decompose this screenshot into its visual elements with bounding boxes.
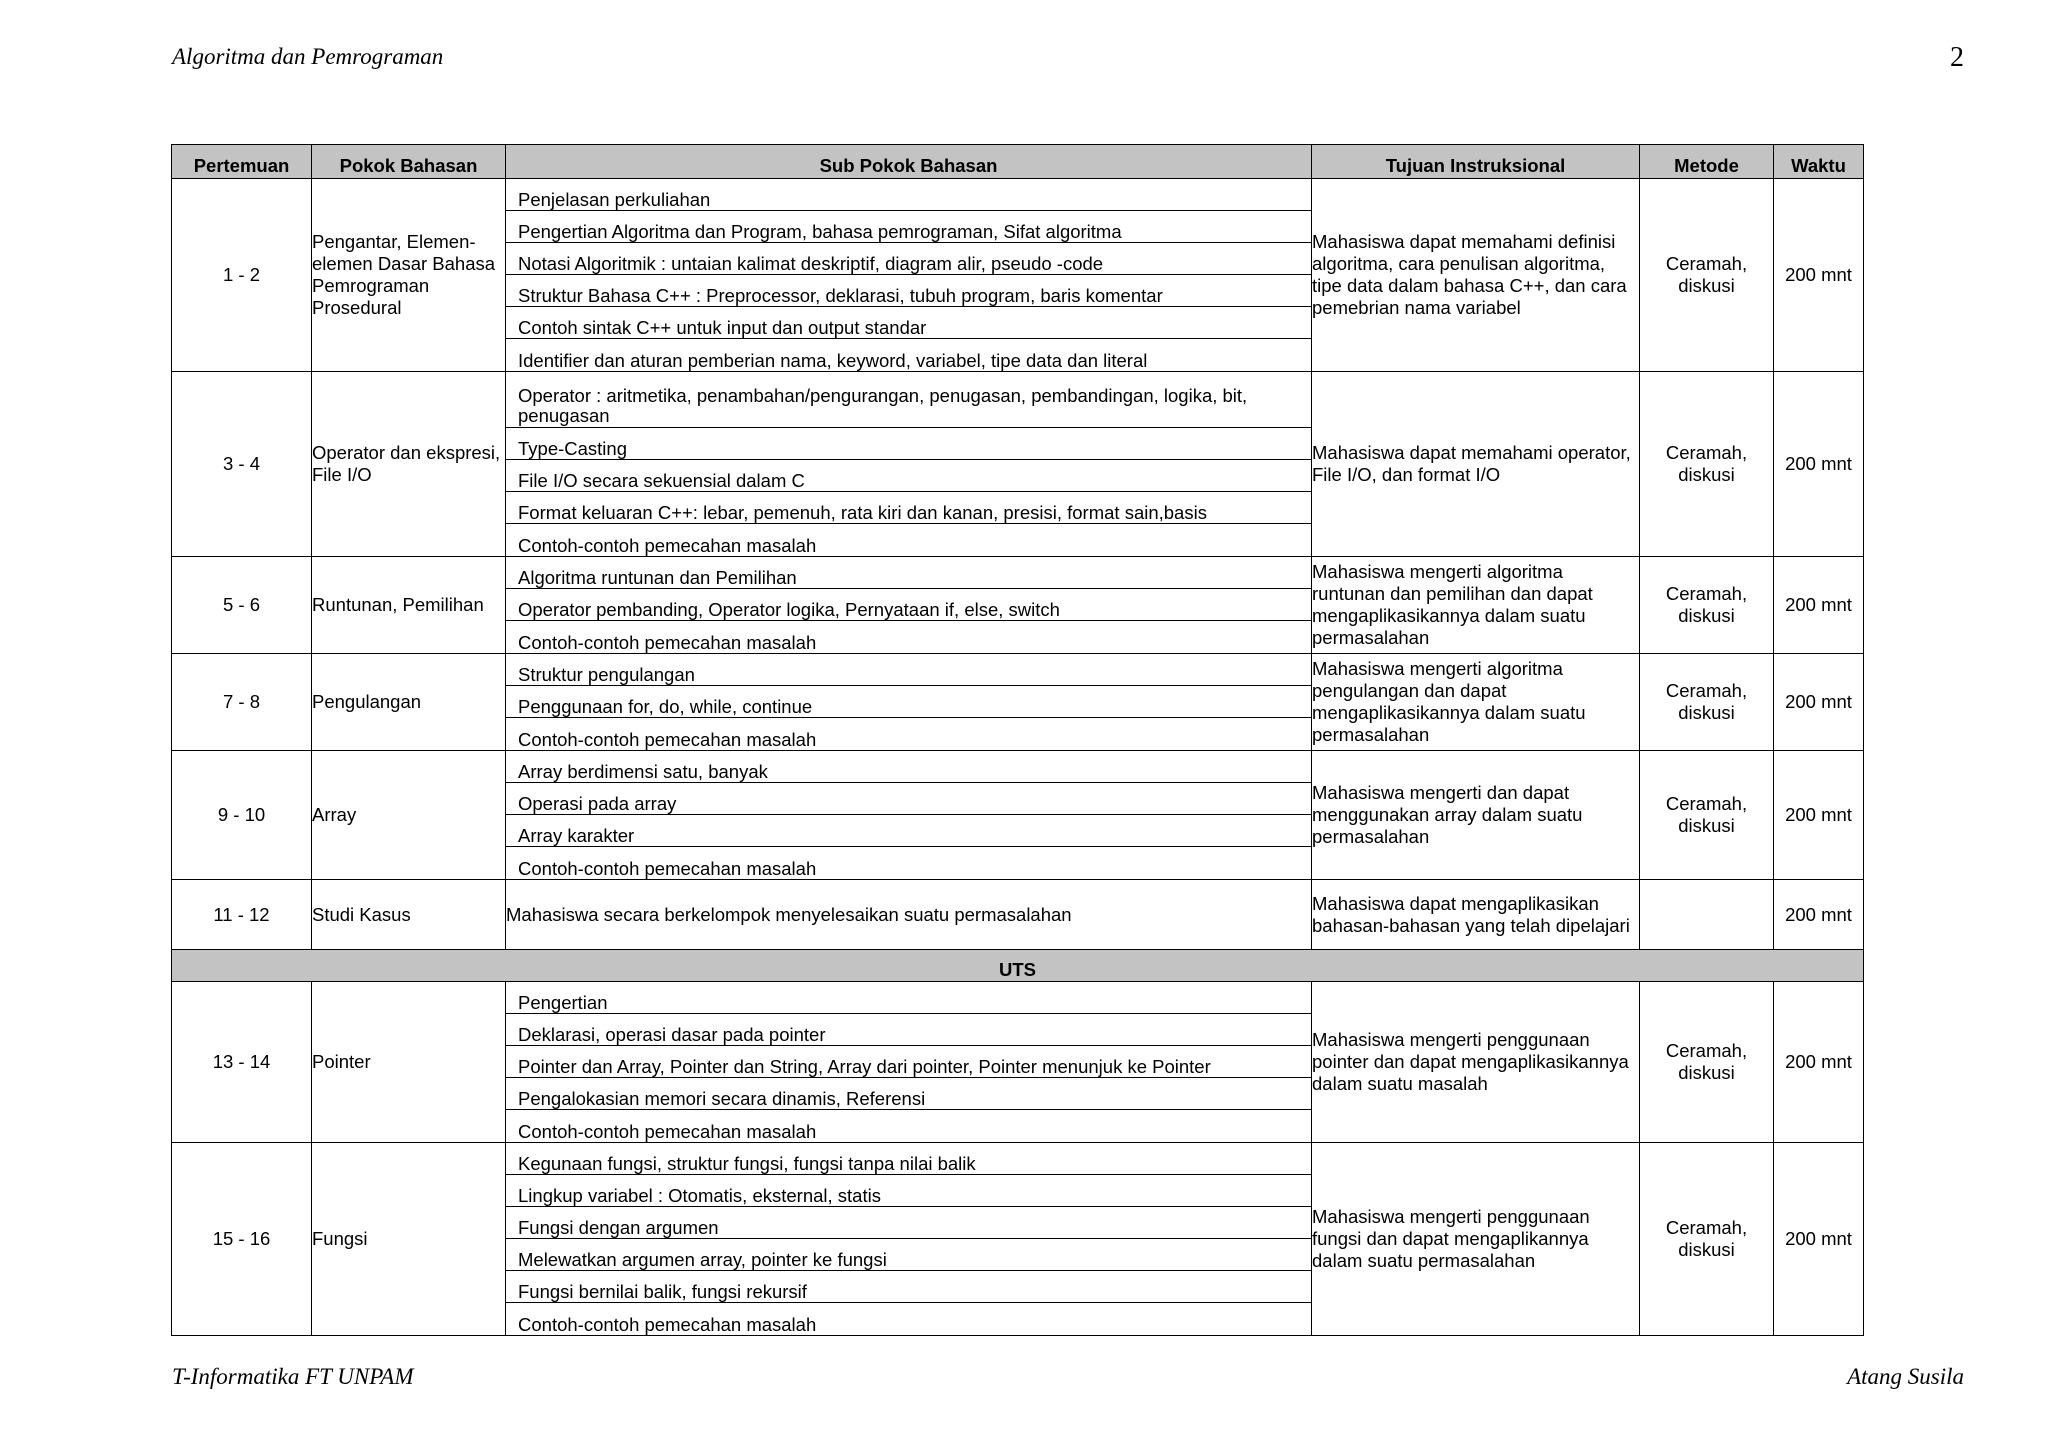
sub-item: Lingkup variabel : Otomatis, eksternal, statis	[506, 1175, 1311, 1207]
sub-item: Kegunaan fungsi, struktur fungsi, fungsi tanpa nilai balik	[506, 1143, 1311, 1175]
tujuan-cell: Mahasiswa dapat memahami definisi algoritma, cara penulisan algoritma, tipe data dalam bahasa C++, dan cara pemebrian nama variabel	[1312, 179, 1640, 372]
sub-item: Melewatkan argumen array, pointer ke fungsi	[506, 1239, 1311, 1271]
pertemuan-cell: 7 - 8	[172, 654, 312, 751]
col-header-pokok-bahasan: Pokok Bahasan	[312, 145, 506, 179]
sub-item: Pointer dan Array, Pointer dan String, Array dari pointer, Pointer menunjuk ke Pointer	[506, 1046, 1311, 1078]
sub-item: Contoh-contoh pemecahan masalah	[518, 858, 817, 879]
tujuan-cell: Mahasiswa dapat memahami operator, File I/O, dan format I/O	[1312, 372, 1640, 557]
waktu-cell: 200 mnt	[1774, 557, 1864, 654]
uts-separator-row	[172, 950, 1864, 982]
tujuan-cell: Mahasiswa mengerti dan dapat menggunakan array dalam suatu permasalahan	[1312, 751, 1640, 880]
sub-item: Pengalokasian memori secara dinamis, Referensi	[506, 1078, 1311, 1110]
tujuan-cell: Mahasiswa mengerti penggunaan pointer dan dapat mengaplikasikannya dalam suatu masalah	[1312, 982, 1640, 1143]
sub-item: Struktur Bahasa C++ : Preprocessor, deklarasi, tubuh program, baris komentar	[506, 275, 1311, 307]
sub-item: Contoh sintak C++ untuk input dan output standar	[506, 307, 1311, 339]
metode-cell: Ceramah, diskusi	[1640, 654, 1774, 751]
sub-item: Operator : aritmetika, penambahan/pengurangan, penugasan, pembandingan, logika, bit, penugasan	[506, 372, 1311, 428]
sub-item: Fungsi dengan argumen	[506, 1207, 1311, 1239]
pokok-bahasan-cell: Fungsi	[312, 1143, 506, 1336]
waktu-cell: 200 mnt	[1774, 751, 1864, 880]
pokok-bahasan-cell: Studi Kasus	[312, 880, 506, 950]
waktu-cell: 200 mnt	[1774, 179, 1864, 372]
metode-cell: Ceramah, diskusi	[1640, 751, 1774, 880]
metode-cell: Ceramah, diskusi	[1640, 557, 1774, 654]
pokok-bahasan-cell: Runtunan, Pemilihan	[312, 557, 506, 654]
waktu-cell: 200 mnt	[1774, 880, 1864, 950]
sub-pokok-cell	[506, 751, 1312, 880]
sub-pokok-cell	[506, 654, 1312, 751]
pertemuan-cell: 13 - 14	[172, 982, 312, 1143]
tujuan-cell: Mahasiswa dapat mengaplikasikan bahasan-bahasan yang telah dipelajari	[1312, 880, 1640, 950]
pokok-bahasan-cell: Pengulangan	[312, 654, 506, 751]
sub-item: Penggunaan for, do, while, continue	[506, 686, 1311, 718]
sub-item: Contoh-contoh pemecahan masalah	[518, 535, 817, 556]
sub-pokok-cell: Mahasiswa secara berkelompok menyelesaikan suatu permasalahan	[506, 880, 1312, 950]
footer-left: T-Informatika FT UNPAM	[172, 1364, 414, 1389]
sub-item: Contoh-contoh pemecahan masalah	[518, 1314, 817, 1335]
table-row	[172, 179, 1864, 372]
sub-item: Type-Casting	[506, 428, 1311, 460]
col-header-waktu: Waktu	[1774, 145, 1864, 179]
tujuan-cell: Mahasiswa mengerti penggunaan fungsi dan dapat mengaplikannya dalam suatu permasalahan	[1312, 1143, 1640, 1336]
pertemuan-cell: 1 - 2	[172, 179, 312, 372]
table-row	[172, 880, 1864, 950]
sub-item: Format keluaran C++: lebar, pemenuh, rata kiri dan kanan, presisi, format sain,basis	[506, 492, 1311, 524]
sub-item: Identifier dan aturan pemberian nama, keyword, variabel, tipe data dan literal	[518, 350, 1148, 371]
header-title: Algoritma dan Pemrograman	[172, 44, 444, 69]
table-row	[172, 654, 1864, 751]
pokok-bahasan-cell: Array	[312, 751, 506, 880]
metode-cell: Ceramah, diskusi	[1640, 372, 1774, 557]
sub-item: Pengertian	[506, 982, 1311, 1014]
sub-pokok-cell	[506, 1143, 1312, 1336]
table-header-row	[172, 145, 1864, 179]
tujuan-cell: Mahasiswa mengerti algoritma runtunan dan pemilihan dan dapat mengaplikasikannya dalam suatu permasalahan	[1312, 557, 1640, 654]
table-row	[172, 751, 1864, 880]
sub-pokok-cell	[506, 557, 1312, 654]
col-header-sub-pokok-bahasan: Sub Pokok Bahasan	[506, 145, 1312, 179]
sub-pokok-cell	[506, 982, 1312, 1143]
pokok-bahasan-cell: Pengantar, Elemen-elemen Dasar Bahasa Pemrograman Prosedural	[312, 179, 506, 372]
sub-item: Contoh-contoh pemecahan masalah	[518, 1121, 817, 1142]
col-header-metode: Metode	[1640, 145, 1774, 179]
sub-item: Deklarasi, operasi dasar pada pointer	[506, 1014, 1311, 1046]
footer-right: Atang Susila	[1847, 1364, 1964, 1389]
sub-item: Contoh-contoh pemecahan masalah	[518, 729, 817, 750]
pokok-bahasan-cell: Operator dan ekspresi, File I/O	[312, 372, 506, 557]
sub-item: Fungsi bernilai balik, fungsi rekursif	[506, 1271, 1311, 1303]
sub-item: File I/O secara sekuensial dalam C	[506, 460, 1311, 492]
col-header-pertemuan: Pertemuan	[172, 145, 312, 179]
sub-item: Penjelasan perkuliahan	[506, 179, 1311, 211]
pertemuan-cell: 11 - 12	[172, 880, 312, 950]
pertemuan-cell: 3 - 4	[172, 372, 312, 557]
sub-item: Array berdimensi satu, banyak	[506, 751, 1311, 783]
pertemuan-cell: 9 - 10	[172, 751, 312, 880]
table-row	[172, 1143, 1864, 1336]
sub-item: Array karakter	[506, 815, 1311, 847]
pokok-bahasan-cell: Pointer	[312, 982, 506, 1143]
tujuan-cell: Mahasiswa mengerti algoritma pengulangan dan dapat mengaplikasikannya dalam suatu permasalahan	[1312, 654, 1640, 751]
sub-item: Operator pembanding, Operator logika, Pernyataan if, else, switch	[506, 589, 1311, 621]
waktu-cell: 200 mnt	[1774, 982, 1864, 1143]
col-header-tujuan-instruksional: Tujuan Instruksional	[1312, 145, 1640, 179]
waktu-cell: 200 mnt	[1774, 1143, 1864, 1336]
sub-item: Contoh-contoh pemecahan masalah	[518, 632, 817, 653]
table-row	[172, 557, 1864, 654]
page-number: 2	[1950, 42, 1964, 73]
sub-item: Notasi Algoritmik : untaian kalimat deskriptif, diagram alir, pseudo -code	[506, 243, 1311, 275]
sub-item: Operasi pada array	[506, 783, 1311, 815]
sub-pokok-cell	[506, 372, 1312, 557]
sub-item: Algoritma runtunan dan Pemilihan	[506, 557, 1311, 589]
table-row	[172, 372, 1864, 557]
syllabus-table	[171, 144, 1864, 1336]
waktu-cell: 200 mnt	[1774, 372, 1864, 557]
sub-pokok-cell	[506, 179, 1312, 372]
uts-label: UTS	[172, 950, 1864, 982]
metode-cell: Ceramah, diskusi	[1640, 1143, 1774, 1336]
metode-cell: Ceramah, diskusi	[1640, 982, 1774, 1143]
sub-item: Pengertian Algoritma dan Program, bahasa pemrograman, Sifat algoritma	[506, 211, 1311, 243]
metode-cell: Ceramah, diskusi	[1640, 179, 1774, 372]
pertemuan-cell: 15 - 16	[172, 1143, 312, 1336]
table-row	[172, 982, 1864, 1143]
waktu-cell: 200 mnt	[1774, 654, 1864, 751]
pertemuan-cell: 5 - 6	[172, 557, 312, 654]
metode-cell	[1640, 880, 1774, 950]
sub-item: Struktur pengulangan	[506, 654, 1311, 686]
